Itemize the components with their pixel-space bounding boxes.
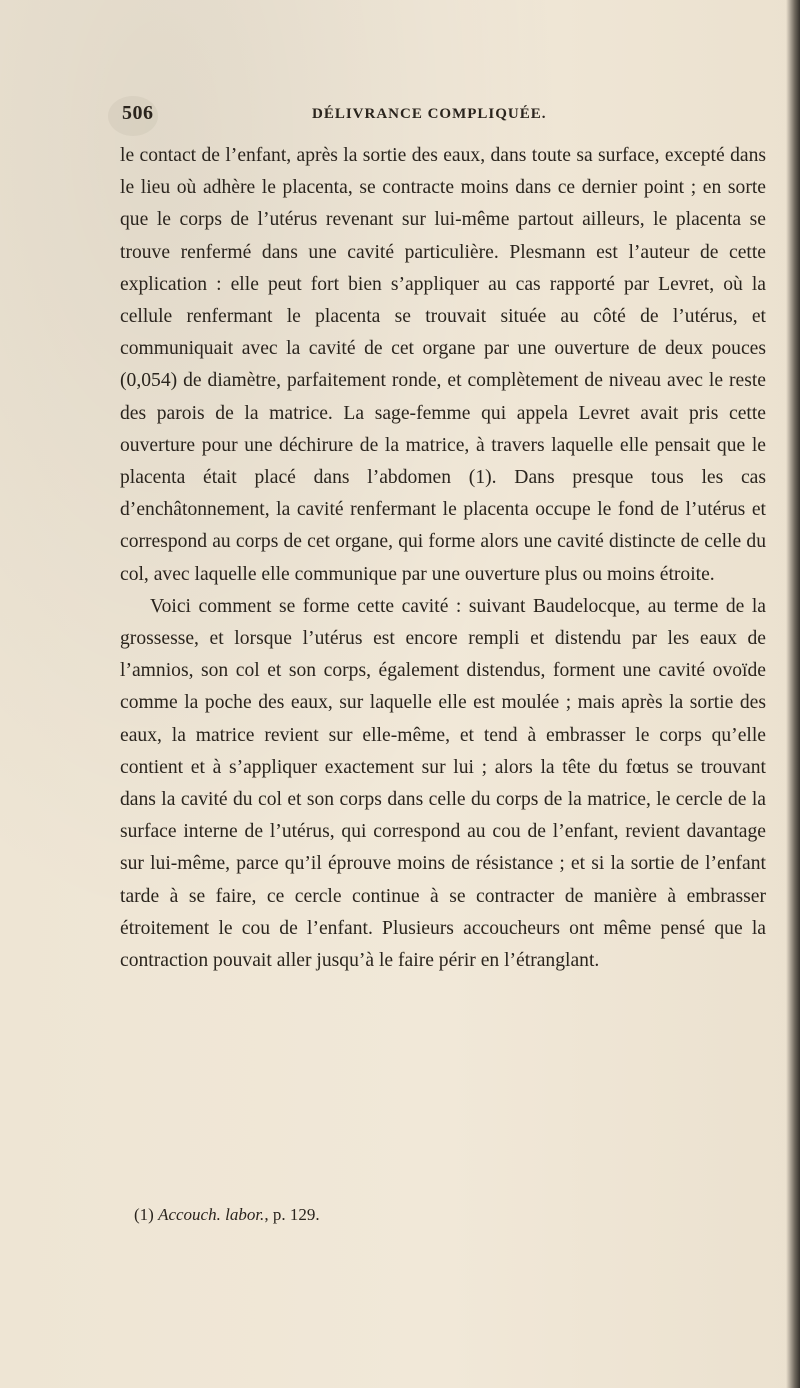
page-header	[122, 102, 682, 130]
footnote-marker: (1)	[134, 1205, 159, 1224]
footnote	[134, 1205, 320, 1225]
page-number: 506	[122, 102, 154, 124]
running-head: DÉLIVRANCE COMPLIQUÉE.	[312, 106, 547, 122]
paragraph-2: Voici comment se forme cette cavité : suivant Baudelocque, au terme de la grossesse, et lorsque l’utérus est encore rempli et distendu par les eaux de l’amnios, son col et son corps, également distendus, forment une cavité ovoïde comme la poche des eaux, sur laquelle elle est moulée ; mais après la sortie des eaux, la matrice revient sur elle-même, et tend à embrasser le corps qu’elle contient et à s’appliquer exactement sur lui ; alors la tête du fœtus se trouvant dans la cavité du col et son corps dans celle du corps de la matrice, le cercle de la surface interne de l’utérus, qui correspond au cou de l’enfant, revient davantage sur lui-même, parce qu’il éprouve moins de résistance ; et si la sortie de l’enfant tarde à se faire, ce cercle continue à se contracter de manière à embrasser étroitement le cou de l’enfant. Plusieurs accoucheurs ont même pensé que la contraction pouvait aller jusqu’à le faire périr en l’étranglant.	[120, 595, 766, 972]
footnote-source: Accouch. labor.	[158, 1205, 265, 1224]
paragraph-1: le contact de l’enfant, après la sortie des eaux, dans toute sa surface, excepté dans le lieu où adhère le placenta, se contracte moins dans ce dernier point ; en sorte que le corps de l’utérus revenant sur lui-même partout ailleurs, le placenta se trouve renfermé dans une cavité particulière. Plesmann est l’auteur de cette explication : elle peut fort bien s’appliquer au cas rapporté par Levret, où la cellule renfermant le placenta se trouvait située au côté de l’utérus, et communiquait avec la cavité de cet organe par une ouverture de deux pouces (0,054) de diamètre, parfaitement ronde, et complètement de niveau avec le reste des parois de la matrice. La sage-femme qui appela Levret avait pris cette ouverture pour une déchirure de la matrice, à travers laquelle elle pensait que le placenta était placé dans l’abdomen (1). Dans presque tous les cas d’enchâtonnement, la cavité renfermant le placenta occupe le fond de l’utérus et correspond au corps de cet organe, qui forme alors une cavité distincte de celle du col, avec laquelle elle communique par une ouverture plus ou moins étroite.	[120, 145, 766, 585]
footnote-page-ref: , p. 129.	[264, 1205, 320, 1224]
binding-edge-shadow	[786, 0, 800, 1388]
body-text	[120, 140, 766, 977]
